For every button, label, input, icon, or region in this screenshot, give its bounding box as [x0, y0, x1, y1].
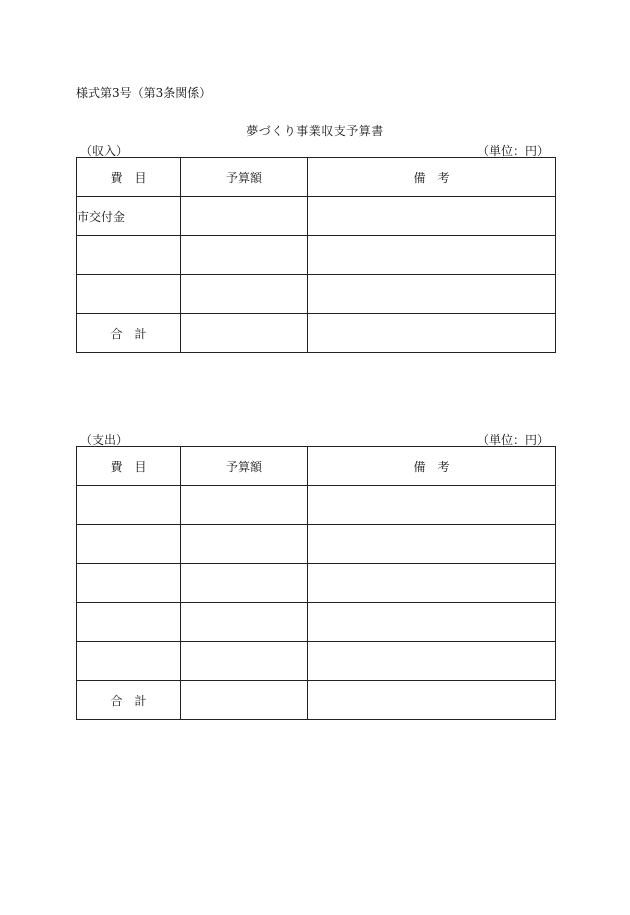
income-header-amount: 予算額 — [181, 158, 308, 197]
expense-item-cell[interactable] — [77, 486, 181, 525]
expense-total-amount-cell[interactable] — [181, 681, 308, 720]
form-number: 様式第3号（第3条関係） — [76, 86, 212, 100]
income-section-label: （収入） — [80, 144, 129, 158]
income-total-row — [77, 314, 556, 353]
income-note-cell[interactable] — [308, 197, 556, 236]
expense-header-item: 費 目 — [77, 447, 181, 486]
expense-note-cell[interactable] — [308, 642, 556, 681]
income-item-cell[interactable] — [77, 236, 181, 275]
expense-item-cell[interactable] — [77, 525, 181, 564]
expense-amount-cell[interactable] — [181, 486, 308, 525]
income-item-cell[interactable]: 市交付金 — [77, 197, 181, 236]
expense-amount-cell[interactable] — [181, 603, 308, 642]
expense-unit-label: （単位：円） — [476, 433, 549, 447]
table-row — [77, 486, 556, 525]
income-total-label: 合 計 — [77, 314, 181, 353]
income-header-note: 備 考 — [308, 158, 556, 197]
table-row — [77, 275, 556, 314]
table-row — [77, 564, 556, 603]
income-amount-cell[interactable] — [181, 197, 308, 236]
expense-amount-cell[interactable] — [181, 642, 308, 681]
expense-total-row — [77, 681, 556, 720]
table-row — [77, 642, 556, 681]
expense-table — [76, 446, 556, 720]
table-row — [77, 525, 556, 564]
expense-header-row — [77, 447, 556, 486]
expense-item-cell[interactable] — [77, 642, 181, 681]
income-amount-cell[interactable] — [181, 236, 308, 275]
income-header-row — [77, 158, 556, 197]
expense-note-cell[interactable] — [308, 564, 556, 603]
income-header-item: 費 目 — [77, 158, 181, 197]
income-note-cell[interactable] — [308, 236, 556, 275]
expense-item-cell[interactable] — [77, 564, 181, 603]
expense-header-note: 備 考 — [308, 447, 556, 486]
expense-total-label: 合 計 — [77, 681, 181, 720]
expense-section-label: （支出） — [80, 433, 129, 447]
table-row — [77, 603, 556, 642]
expense-amount-cell[interactable] — [181, 525, 308, 564]
income-item-cell[interactable] — [77, 275, 181, 314]
expense-amount-cell[interactable] — [181, 564, 308, 603]
income-amount-cell[interactable] — [181, 275, 308, 314]
expense-total-note-cell[interactable] — [308, 681, 556, 720]
expense-note-cell[interactable] — [308, 486, 556, 525]
income-note-cell[interactable] — [308, 275, 556, 314]
expense-item-cell[interactable] — [77, 603, 181, 642]
income-table — [76, 157, 556, 353]
document-title: 夢づくり事業収支予算書 — [246, 124, 384, 138]
expense-header-amount: 予算額 — [181, 447, 308, 486]
income-total-amount-cell[interactable] — [181, 314, 308, 353]
table-row — [77, 236, 556, 275]
expense-note-cell[interactable] — [308, 525, 556, 564]
expense-note-cell[interactable] — [308, 603, 556, 642]
income-unit-label: （単位：円） — [476, 144, 549, 158]
income-total-note-cell[interactable] — [308, 314, 556, 353]
table-row — [77, 197, 556, 236]
